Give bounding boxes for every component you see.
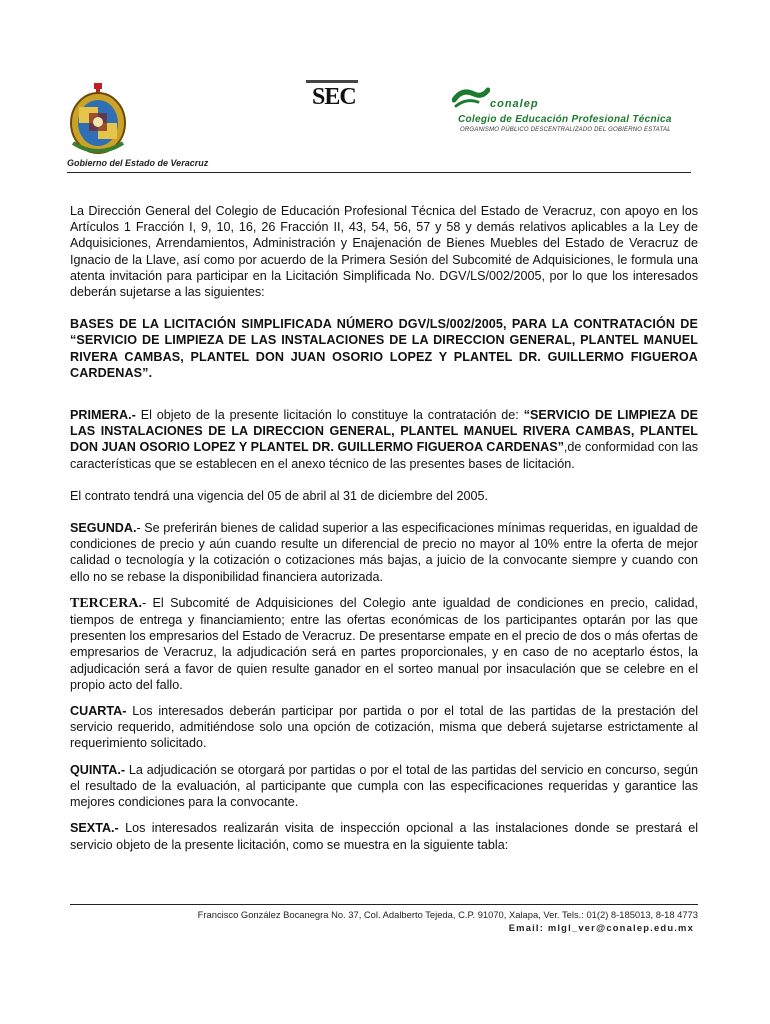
quinta-heading: QUINTA.- xyxy=(70,762,126,777)
primera-service-name: “SERVICIO DE LIMPIEZA DE LAS INSTALACIONES DE LA DIRECCION GENERAL, PLANTEL MANUEL RIVERA CAMBAS, PLANTEL DON JUAN OSORIO LOPEZ Y PLANTEL DR. GUILLERMO FIGUEROA CARDENAS” xyxy=(70,408,698,455)
tercera-heading: TERCERA. xyxy=(70,595,142,611)
tercera-text: - El Subcomité de Adquisiciones del Colegio ante igualdad de condiciones en precio, calidad, tiempos de entrega y financiamiento; entre las ofertas económicas de los participantes optarán por las que presenten los empresarios del Estado de Veracruz. De presentarse empate en el precio de dos o más ofertas de empresarios de Veracruz, la adjudicación será en partes proporcionales, y en caso de no aceptarlo éstos, la adjudicación será a favor de quien resulte ganador en el sorteo manual por insaculación que se celebre en el propio acto del fallo. xyxy=(70,595,698,692)
cuarta-clause xyxy=(70,703,698,752)
header-divider xyxy=(67,172,691,173)
quinta-clause xyxy=(70,762,698,811)
sec-logo-rule xyxy=(306,80,358,83)
primera-heading: PRIMERA.- xyxy=(70,408,136,423)
crest-caption: Gobierno del Estado de Veracruz xyxy=(67,158,209,168)
conalep-name: conalep xyxy=(490,98,539,110)
bases-title: BASES DE LA LICITACIÓN SIMPLIFICADA NÚMERO DGV/LS/002/2005, PARA LA CONTRATACIÓN DE “SERVICIO DE LIMPIEZA DE LAS INSTALACIONES DE LA DIRECCION GENERAL, PLANTEL MANUEL RIVERA CAMBAS, PLANTEL DON JUAN OSORIO LOPEZ Y PLANTEL DR. GUILLERMO FIGUEROA CARDENAS”. xyxy=(70,317,698,380)
segunda-heading: SEGUNDA. xyxy=(70,521,137,536)
intro-paragraph: La Dirección General del Colegio de Educación Profesional Técnica del Estado de Veracruz, con apoyo en los Artículos 1 Fracción I, 9, 10, 16, 26 Fracción II, 43, 54, 56, 57 y 58 y demás relativos aplicables a la Ley de Adquisiciones, Arrendamientos, Administración y Enajenación de Bienes Muebles del Estado de Veracruz de Ignacio de la Llave, así como por acuerdo de la Primera Sesión del Subcomité de Adquisiciones, le formula una atenta invitación para participar en la Licitación Simplificada No. DGV/LS/002/2005, por lo que los interesados deberán sujetarse a las siguientes: xyxy=(70,204,698,300)
sexta-text: Los interesados realizarán visita de inspección opcional a las instalaciones donde se prestará el servicio objeto de la presente licitación, como se muestra en la siguiente tabla: xyxy=(70,821,698,852)
primera-clause xyxy=(70,407,698,472)
quinta-text: La adjudicación se otorgará por partidas o por el total de las partidas del servicio en concurso, según el resultado de la evaluación, al participante que cumpla con las especificaciones requeridas y garantice las mejores condiciones para la convocante. xyxy=(70,762,698,810)
sexta-clause xyxy=(70,820,698,852)
sec-logo: SEC xyxy=(312,84,356,110)
vigencia-paragraph: El contrato tendrá una vigencia del 05 de abril al 31 de diciembre del 2005. xyxy=(70,488,488,503)
segunda-text: - Se preferirán bienes de calidad superior a las especificaciones mínimas requeridas, en igualdad de condiciones de precio y aún cuando resulte un diferencial de precio no mayor al 10% entre la oferta de mejor calidad o tecnología y la cotización o cotizaciones más bajas, a juicio de la convocante siempre y cuando con ello no se rebase la disponibilidad financiera autorizada. xyxy=(70,521,698,584)
footer-divider xyxy=(70,904,698,905)
conalep-logo-icon xyxy=(452,86,490,108)
tercera-clause xyxy=(70,595,698,693)
page-footer xyxy=(70,904,698,944)
segunda-clause xyxy=(70,520,698,585)
conalep-full-name: Colegio de Educación Profesional Técnica xyxy=(458,114,672,125)
primera-tail: ,de conformidad con las características que se establecen en el anexo técnico de las presentes bases de licitación. xyxy=(70,440,698,471)
veracruz-coat-of-arms-icon xyxy=(67,83,129,155)
footer-address: Francisco González Bocanegra No. 37, Col. Adalberto Tejeda, C.P. 91070, Xalapa, Ver. Tels.: 01(2) 8-185013, 8-18 4773 xyxy=(197,909,698,920)
footer-email: Email: mlgl_ver@conalep.edu.mx xyxy=(508,922,694,933)
cuarta-heading: CUARTA- xyxy=(70,704,127,719)
sexta-heading: SEXTA.- xyxy=(70,821,119,836)
letterhead xyxy=(0,0,770,180)
primera-text: El objeto de la presente licitación lo constituye la contratación de: xyxy=(135,408,524,423)
cuarta-text: Los interesados deberán participar por partida o por el total de las partidas de la prestación del servicio requerido, admitiéndose solo una opción de cotización, misma que deberá sujetarse estrictamente al requerimiento solicitado. xyxy=(70,704,698,751)
document-body xyxy=(70,203,698,863)
conalep-subtitle: ORGANISMO PÚBLICO DESCENTRALIZADO DEL GOBIERNO ESTATAL xyxy=(460,127,671,133)
